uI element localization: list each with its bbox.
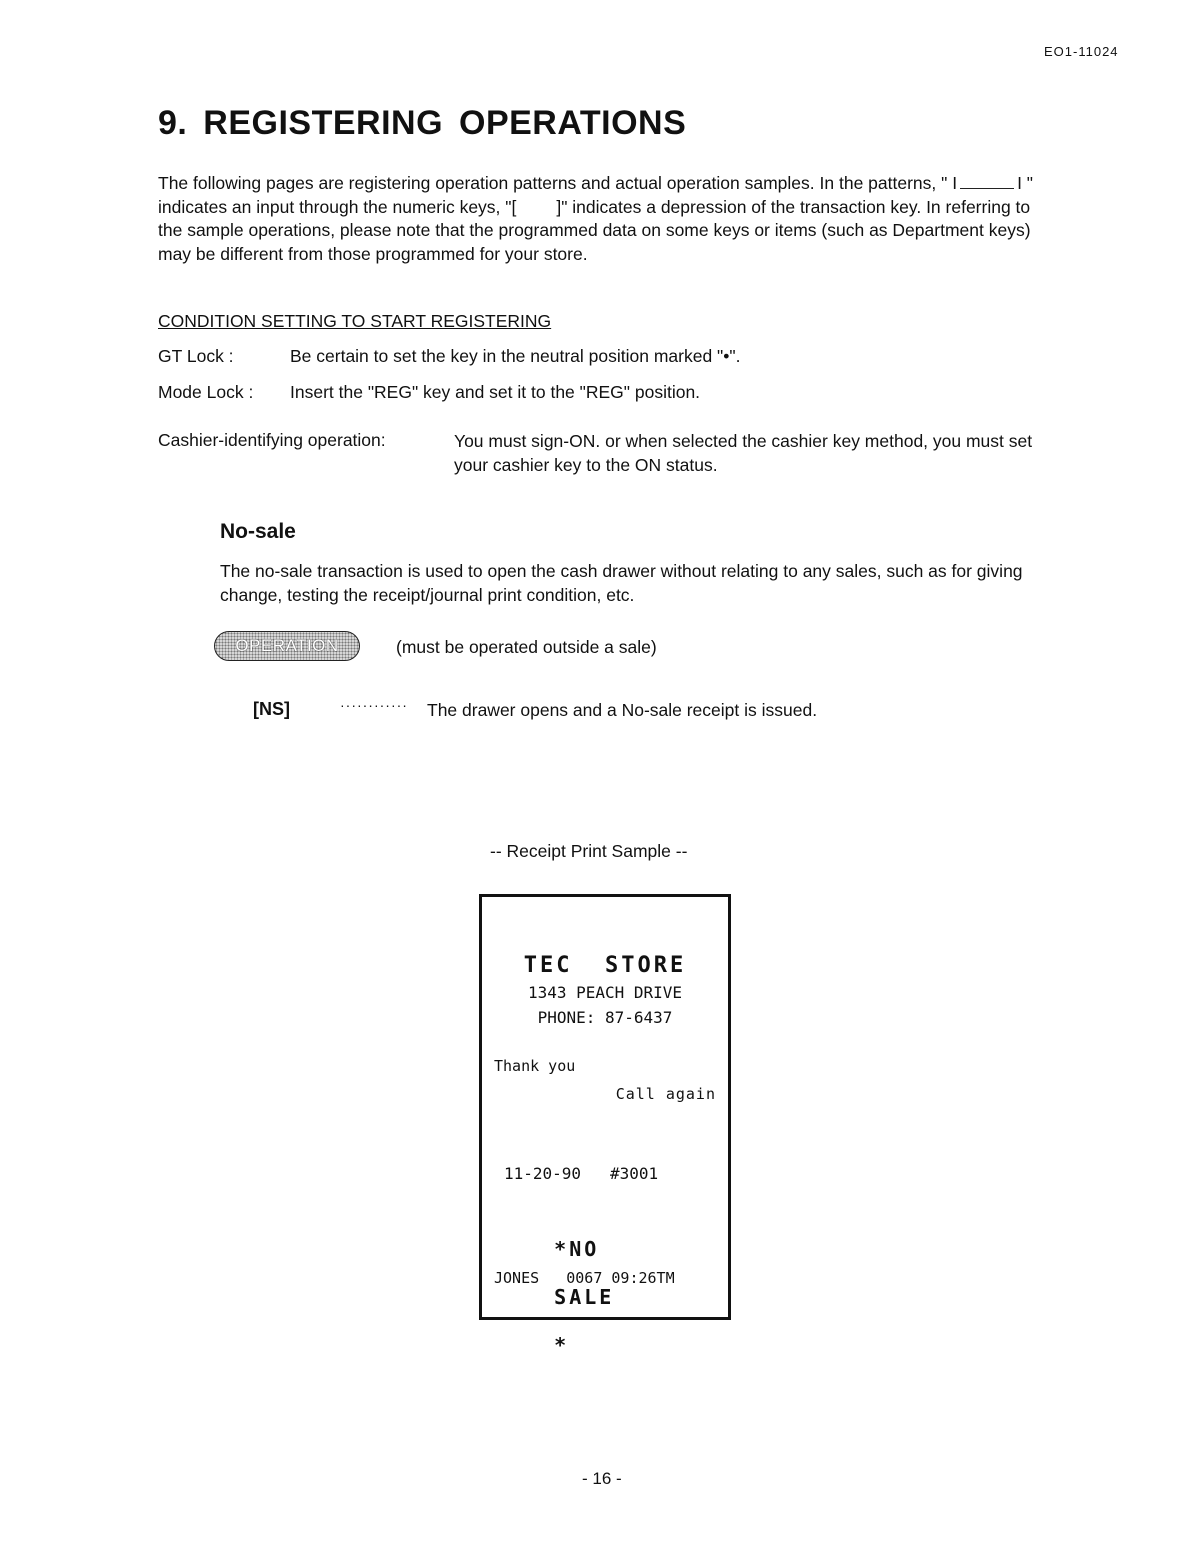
receipt-date-line: 11-20-90 #3001 [504,1164,659,1183]
mode-lock-label: Mode Lock : [158,382,254,402]
receipt-caption: -- Receipt Print Sample -- [490,841,688,861]
mode-lock-row [158,382,700,403]
ns-key-label: [NS] [253,699,290,719]
intro-part3: ]" indicates a depression of the transaction key. In referring to the sample operations, please note that the programmed data on some keys or items (such as Department keys) may be different from those programmed for your store. [158,196,1031,264]
numeric-input-blank [960,187,1014,189]
nosale-heading: No-sale [220,520,296,543]
receipt-sample [479,894,731,1357]
document-id: EO1-11024 [1044,44,1119,59]
gt-lock-label: GT Lock : [158,346,234,366]
page-title: 9. REGISTERING OPERATIONS [158,104,687,142]
nosale-description: The no-sale transaction is used to open the cash drawer without relating to any sales, such as for giving change, testing the receipt/journal print condition, etc. [220,561,1023,605]
mode-lock-value: Insert the "REG" key and set it to the "REG" position. [290,382,701,402]
page-number: - 16 - [582,1469,622,1488]
operation-badge [214,631,360,661]
intro-paragraph [158,172,1058,266]
gt-lock-value: Be certain to set the key in the neutral position marked "•". [290,346,741,366]
receipt-phone: PHONE: 87-6437 [537,1008,673,1027]
condition-heading: CONDITION SETTING TO START REGISTERING [158,311,552,331]
receipt-store-name: TEC STORE [523,953,687,978]
receipt-thanks: Thank you [494,1057,576,1075]
receipt-address: 1343 PEACH DRIVE [527,983,683,1002]
leader-dots: ············ [340,697,408,713]
receipt-call-again: Call again [615,1085,716,1103]
receipt-nosale-line [494,1213,718,1381]
operation-note: (must be operated outside a sale) [396,637,657,657]
intro-part1: The following pages are registering operation patterns and actual operation samples. In the patterns, " I [158,173,958,193]
receipt-footer-line: JONES 0067 09:26TM [494,1269,675,1287]
operation-badge-label: OPERATION [235,636,339,655]
cashier-value: You must sign-ON. or when selected the cashier key method, you must set your cashier key to the ON status. [454,431,1033,475]
receipt-nosale-left: *NO [554,1237,600,1261]
cashier-label: Cashier-identifying operation: [158,430,386,450]
intro-part2: I " indicates an input through the numeric keys, "[ [158,173,1033,217]
receipt-nosale-mid: SALE [554,1285,615,1309]
receipt-nosale-right: * [554,1333,570,1357]
ns-key-description: The drawer opens and a No-sale receipt is issued. [427,700,818,720]
gt-lock-row [158,346,740,367]
